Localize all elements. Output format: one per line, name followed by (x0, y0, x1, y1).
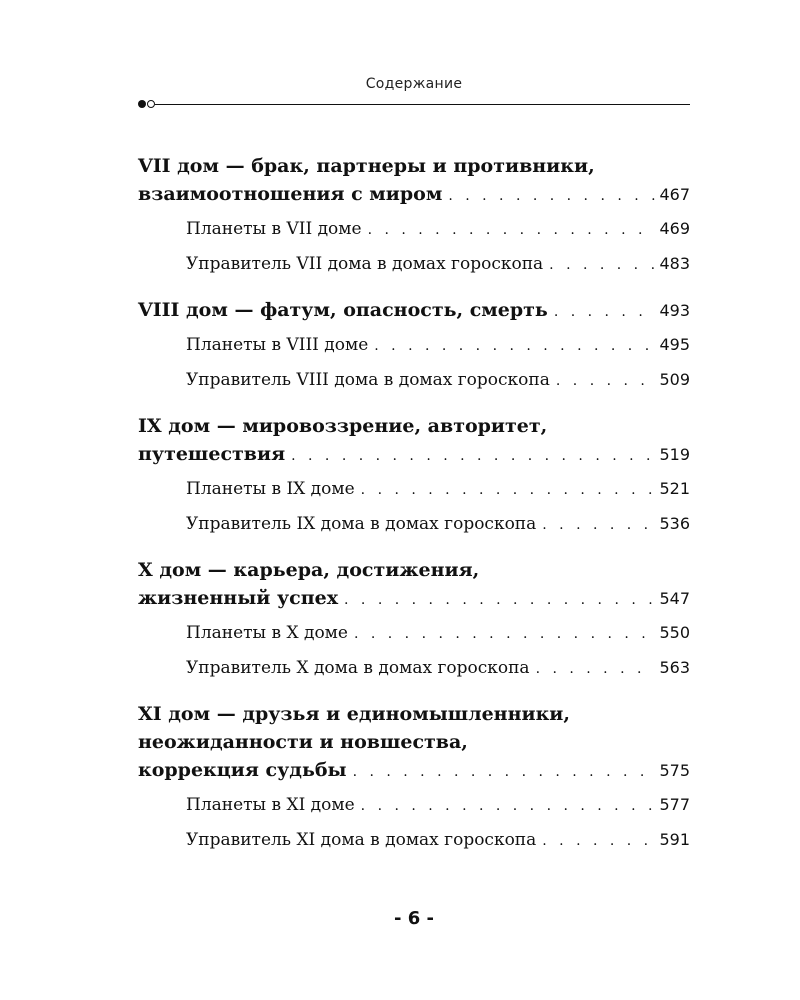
subsection-page-number: 483 (659, 254, 690, 273)
toc-chapter-entry[interactable] (138, 584, 690, 612)
open-dot-ornament (147, 100, 155, 108)
chapter-page-number: 519 (659, 445, 690, 464)
subsection-page-number: 509 (659, 370, 690, 389)
dot-leader (354, 620, 655, 648)
dot-leader (344, 586, 655, 614)
toc-subsection-entry[interactable] (138, 475, 690, 503)
toc-subsection-entry[interactable] (138, 654, 690, 682)
dot-leader (542, 511, 655, 539)
subsection-title: Управитель XI дома в домах гороскопа (186, 830, 537, 850)
chapter-title-line: XI дом — друзья и единомышленники, (138, 703, 571, 725)
subsection-page-number: 577 (659, 795, 690, 814)
toc-section (138, 152, 690, 278)
chapter-title: жизненный успех (138, 587, 339, 609)
toc-subsection-entry[interactable] (138, 250, 690, 278)
chapter-title-line: неожиданности и новшества, (138, 731, 468, 753)
page-number: - 6 - (394, 908, 434, 929)
chapter-title: коррекция судьбы (138, 759, 347, 781)
filled-dot-ornament (138, 100, 146, 108)
subsection-title: Планеты в X доме (186, 623, 348, 643)
chapter-page-number: 547 (659, 589, 690, 608)
subsection-page-number: 591 (659, 830, 690, 849)
dot-leader (361, 792, 656, 820)
chapter-page-number: 493 (659, 301, 690, 320)
subsection-page-number: 563 (659, 658, 690, 677)
toc-chapter-entry[interactable] (138, 440, 690, 468)
chapter-title: VIII дом — фатум, опасность, смерть (138, 299, 548, 321)
dot-leader (556, 367, 656, 395)
table-of-contents (138, 152, 690, 872)
subsection-page-number: 550 (659, 623, 690, 642)
subsection-page-number: 469 (659, 219, 690, 238)
dot-leader (291, 442, 655, 470)
toc-subsection-entry[interactable] (138, 331, 690, 359)
subsection-title: Планеты в VII доме (186, 219, 362, 239)
subsection-title: Планеты в VIII доме (186, 335, 369, 355)
toc-subsection-entry[interactable] (138, 791, 690, 819)
toc-section (138, 296, 690, 394)
chapter-page-number: 575 (659, 761, 690, 780)
chapter-title: путешествия (138, 443, 286, 465)
chapter-title-line: IX дом — мировоззрение, авторитет, (138, 415, 548, 437)
subsection-title: Управитель X дома в домах гороскопа (186, 658, 530, 678)
dot-leader (536, 655, 656, 683)
toc-subsection-entry[interactable] (138, 215, 690, 243)
toc-subsection-entry[interactable] (138, 510, 690, 538)
toc-section (138, 412, 690, 538)
header-divider-line (155, 104, 690, 105)
dot-leader (374, 332, 655, 360)
subsection-title: Управитель VIII дома в домах гороскопа (186, 370, 550, 390)
subsection-title: Управитель IX дома в домах гороскопа (186, 514, 537, 534)
dot-leader (542, 827, 655, 855)
toc-chapter-entry[interactable] (138, 180, 690, 208)
toc-section (138, 556, 690, 682)
toc-subsection-entry[interactable] (138, 366, 690, 394)
toc-section (138, 700, 690, 854)
dot-leader (448, 182, 655, 210)
subsection-title: Планеты в XI доме (186, 795, 355, 815)
toc-subsection-entry[interactable] (138, 619, 690, 647)
toc-chapter-entry[interactable] (138, 756, 690, 784)
subsection-page-number: 521 (659, 479, 690, 498)
subsection-page-number: 495 (659, 335, 690, 354)
dot-leader (554, 298, 656, 326)
dot-leader (368, 216, 656, 244)
toc-chapter-entry[interactable] (138, 296, 690, 324)
page-header-title: Содержание (365, 76, 463, 92)
chapter-title-line: X дом — карьера, достижения, (138, 559, 480, 581)
subsection-title: Управитель VII дома в домах гороскопа (186, 254, 544, 274)
chapter-title-line: VII дом — брак, партнеры и противники, (138, 155, 595, 177)
chapter-title: взаимоотношения с миром (138, 183, 443, 205)
header-rule (138, 98, 690, 112)
chapter-page-number: 467 (659, 185, 690, 204)
dot-leader (353, 758, 656, 786)
dot-leader (361, 476, 656, 504)
dot-leader (549, 251, 655, 279)
toc-subsection-entry[interactable] (138, 826, 690, 854)
subsection-page-number: 536 (659, 514, 690, 533)
subsection-title: Планеты в IX доме (186, 479, 355, 499)
